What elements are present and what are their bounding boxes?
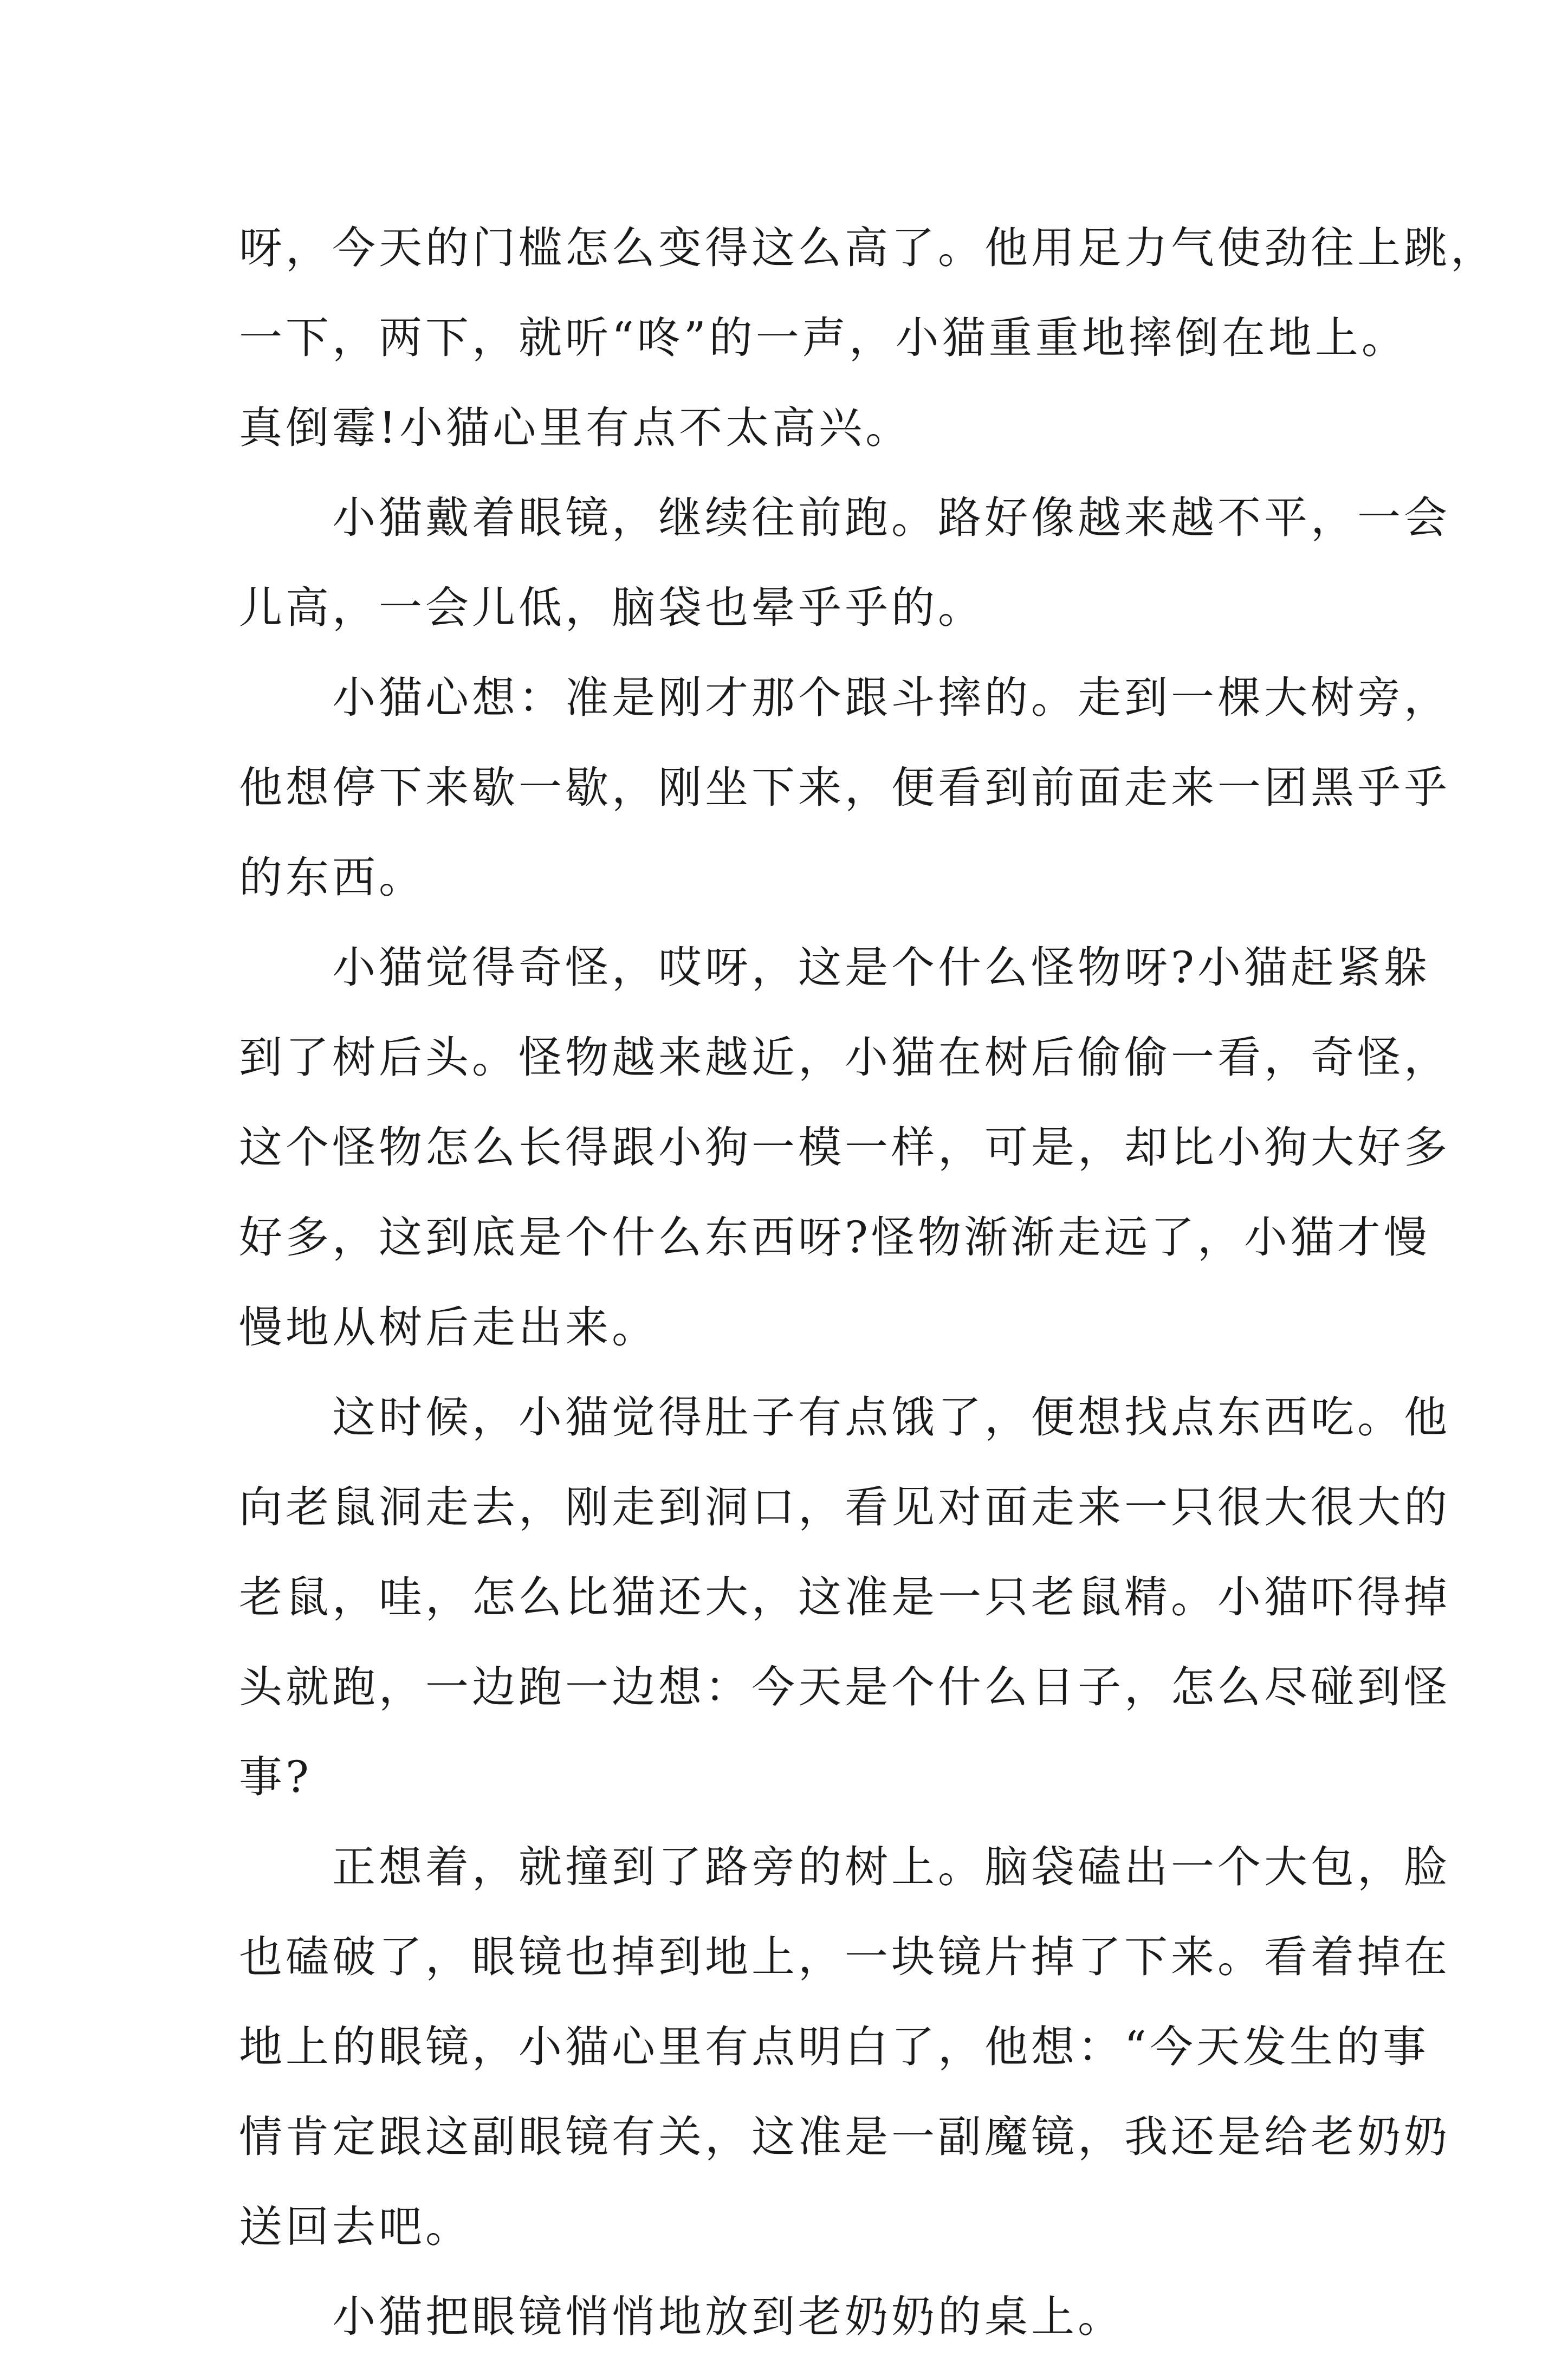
paragraph-7: [239, 2272, 1350, 2362]
text-line: 向老鼠洞走去，刚走到洞口，看见对面走来一只很大很大的: [239, 1482, 1450, 1532]
text-line: 头就跑，一边跑一边想：今天是个什么日子，怎么尽碰到怪: [239, 1662, 1450, 1712]
text-line: 呀，今天的门槛怎么变得这么高了。他用足力气使劲往上跳，: [239, 223, 1497, 273]
text-line: 好多，这到底是个什么东西呀?怪物渐渐走远了，小猫才慢: [239, 1212, 1430, 1263]
text-line: 的东西。: [239, 852, 425, 903]
text-line: 小猫觉得奇怪，哎呀，这是个什么怪物呀?小猫赶紧躲: [239, 942, 1430, 993]
story-text: [239, 203, 1497, 2362]
text-line: 也磕破了，眼镜也掉到地上，一块镜片掉了下来。看着掉在: [239, 1932, 1450, 1982]
text-line: 小猫戴着眼镜，继续往前跑。路好像越来越不平，一会: [239, 493, 1450, 543]
text-line: 到了树后头。怪物越来越近，小猫在树后偷偷一看，奇怪，: [239, 1032, 1450, 1083]
text-line: 正想着，就撞到了路旁的树上。脑袋磕出一个大包，脸: [239, 1842, 1450, 1892]
text-line: 事?: [239, 1752, 312, 1802]
text-line: 情肯定跟这副眼镜有关，这准是一副魔镜，我还是给老奶奶: [239, 2112, 1450, 2162]
text-line: 他想停下来歇一歇，刚坐下来，便看到前面走来一团黑乎乎: [239, 762, 1450, 813]
paragraph-5: [239, 1373, 1450, 1822]
text-line: 地上的眼镜，小猫心里有点明白了，他想：“今天发生的事: [239, 2022, 1429, 2072]
text-line: 老鼠，哇，怎么比猫还大，这准是一只老鼠精。小猫吓得掉: [239, 1572, 1450, 1622]
text-line: 小猫心想：准是刚才那个跟斗摔的。走到一棵大树旁，: [239, 672, 1450, 723]
text-line: 小猫把眼镜悄悄地放到老奶奶的桌上。: [239, 2292, 1124, 2342]
paragraph-2: [239, 473, 1450, 653]
text-line: 儿高，一会儿低，脑袋也晕乎乎的。: [239, 583, 984, 633]
text-line: 慢地从树后走出来。: [239, 1302, 658, 1353]
text-line: 真倒霉!小猫心里有点不太高兴。: [239, 403, 912, 453]
paragraph-6: [239, 1822, 1450, 2272]
paragraph-4: [239, 923, 1450, 1373]
paragraph-1: [239, 203, 1497, 473]
text-line: 一下，两下，就听“咚”的一声，小猫重重地摔倒在地上。: [239, 313, 1408, 363]
text-line: 这个怪物怎么长得跟小狗一模一样，可是，却比小狗大好多: [239, 1122, 1450, 1173]
paragraph-3: [239, 653, 1450, 923]
text-line: 这时候，小猫觉得肚子有点饿了，便想找点东西吃。他: [239, 1392, 1450, 1442]
text-line: 送回去吧。: [239, 2202, 472, 2252]
